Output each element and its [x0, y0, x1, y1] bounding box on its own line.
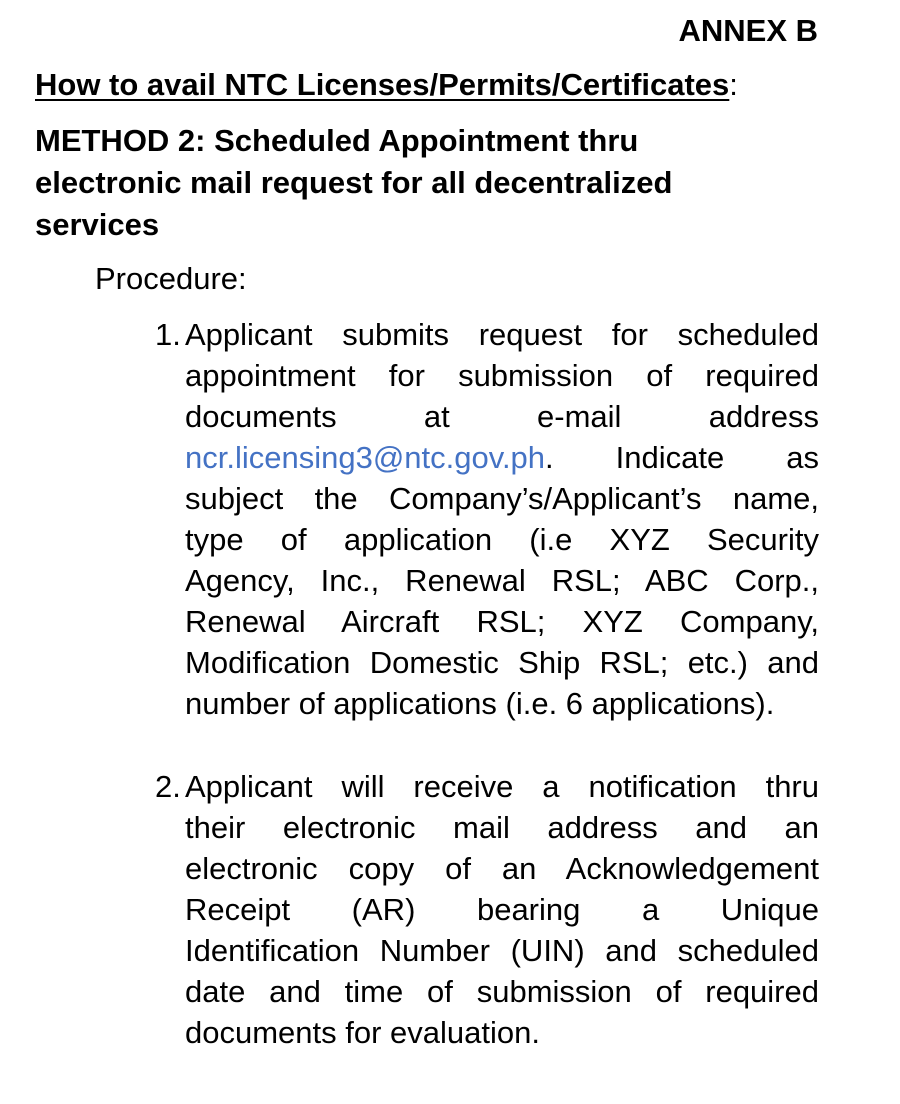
step-line: documents at e-mail address: [185, 399, 819, 434]
step-line: Receipt (AR) bearing a Unique: [185, 892, 819, 927]
step-line: type of application (i.e XYZ Security: [185, 522, 819, 557]
method-line: electronic mail request for all decentralized: [35, 165, 673, 200]
howto-title: How to avail NTC Licenses/Permits/Certificates: [35, 67, 730, 102]
annex-heading: ANNEX B: [678, 13, 818, 48]
step-line: subject the Company’s/Applicant’s name,: [185, 481, 819, 516]
step-line: their electronic mail address and an: [185, 810, 819, 845]
step-line: Renewal Aircraft RSL; XYZ Company,: [185, 604, 819, 639]
howto-heading: [35, 64, 738, 106]
step-line: number of applications (i.e. 6 applications).: [185, 686, 775, 721]
step-line: Identification Number (UIN) and scheduled: [185, 933, 819, 968]
step-line: appointment for submission of required: [185, 358, 819, 393]
step-line: Applicant submits request for scheduled: [185, 317, 819, 352]
procedure-label: Procedure:: [95, 261, 247, 296]
step-line: Modification Domestic Ship RSL; etc.) and: [185, 645, 819, 680]
method-line: METHOD 2: Scheduled Appointment thru: [35, 123, 639, 158]
step-body: [185, 314, 819, 724]
email-line: [185, 437, 819, 478]
step-line: Applicant will receive a notification thru: [185, 769, 819, 804]
method-line: services: [35, 207, 160, 242]
step-number: 1.: [155, 317, 181, 352]
email-link[interactable]: ncr.licensing3@ntc.gov.ph: [185, 440, 546, 475]
procedure-step-1: [155, 314, 819, 724]
step-line: date and time of submission of required: [185, 974, 819, 1009]
step-number: 2.: [155, 769, 181, 804]
step-line: electronic copy of an Acknowledgement: [185, 851, 819, 886]
email-suffix: . Indicate as: [545, 440, 819, 475]
step-line: Agency, Inc., Renewal RSL; ABC Corp.,: [185, 563, 819, 598]
howto-colon: :: [729, 67, 738, 102]
procedure-step-2: [155, 766, 819, 1053]
step-line: documents for evaluation.: [185, 1015, 540, 1050]
step-body: [185, 766, 819, 1053]
method-heading: [35, 120, 755, 246]
